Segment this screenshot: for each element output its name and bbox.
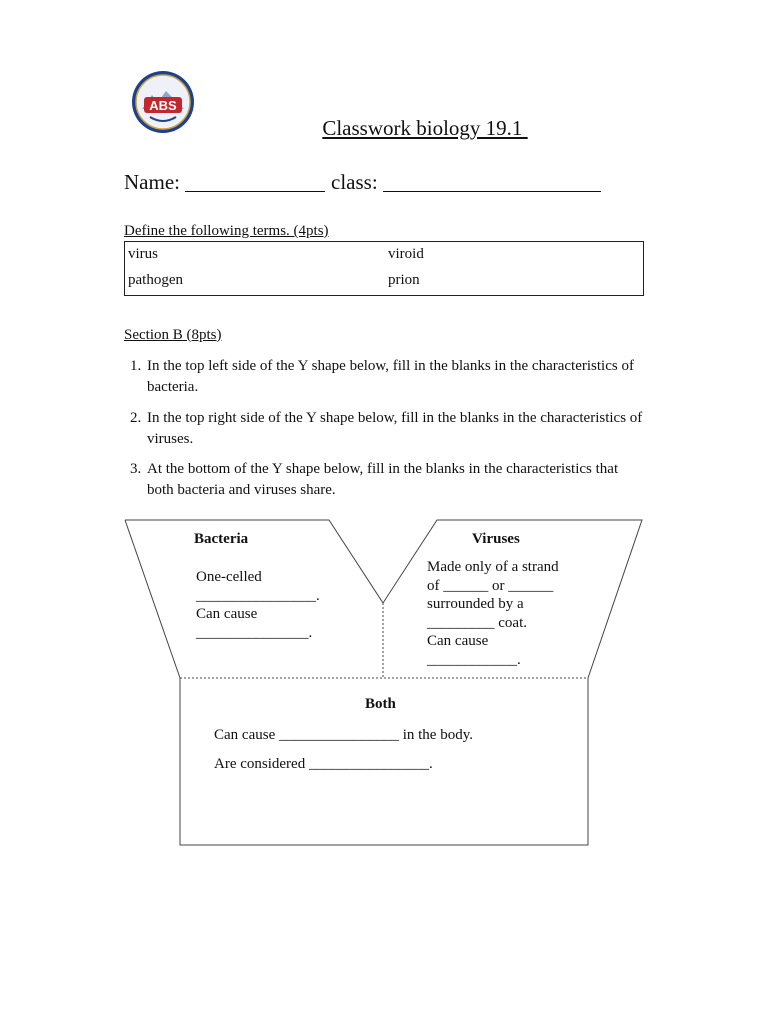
term-cell: prion bbox=[388, 272, 420, 288]
both-title: Both bbox=[365, 696, 396, 712]
viruses-blank[interactable]: _________ coat. bbox=[427, 614, 527, 631]
viruses-title: Viruses bbox=[472, 531, 520, 547]
viruses-line: Made only of a strand bbox=[427, 559, 559, 575]
term-cell: pathogen bbox=[128, 272, 183, 288]
bacteria-blank[interactable]: ________________. bbox=[196, 588, 320, 604]
instruction-text: At the bottom of the Y shape below, fill in the blanks in the characteristics that both bacteria and viruses share. bbox=[147, 461, 619, 498]
bacteria-line: One-celled bbox=[196, 569, 262, 585]
class-label: class: bbox=[331, 170, 378, 194]
instruction-text: In the top right side of the Y shape below, fill in the blanks in the characteristics of viruses. bbox=[147, 410, 643, 447]
bacteria-line: Can cause bbox=[196, 606, 258, 622]
y-outline-left-side bbox=[125, 520, 180, 678]
viruses-blank[interactable]: of ______ or ______ bbox=[427, 577, 554, 594]
both-blank[interactable]: Can cause ________________ in the body. bbox=[214, 727, 473, 743]
viruses-blank[interactable]: ____________. bbox=[427, 651, 521, 668]
instruction-number: 1. bbox=[130, 358, 142, 374]
viruses-line: surrounded by a bbox=[427, 596, 524, 613]
instruction-number: 3. bbox=[130, 461, 142, 477]
bacteria-title: Bacteria bbox=[194, 531, 249, 547]
viruses-line: Can cause bbox=[427, 633, 489, 650]
instruction-text: In the top left side of the Y shape below, fill in the blanks in the characteristics of bacteria. bbox=[147, 358, 634, 395]
term-cell: virus bbox=[128, 246, 158, 262]
name-label: Name: bbox=[124, 170, 180, 194]
viruses-text-block bbox=[427, 558, 587, 670]
definitions-heading: Define the following terms. (4pts) bbox=[124, 223, 329, 239]
page-title-text: Classwork biology 19.1 bbox=[322, 116, 528, 140]
logo-text: ABS bbox=[149, 98, 177, 113]
bacteria-blank[interactable]: _______________. bbox=[196, 625, 313, 641]
term-cell: viroid bbox=[388, 246, 424, 262]
section-b-heading: Section B (8pts) bbox=[124, 327, 222, 343]
instruction-number: 2. bbox=[130, 410, 142, 426]
both-blank[interactable]: Are considered ________________. bbox=[214, 756, 433, 772]
